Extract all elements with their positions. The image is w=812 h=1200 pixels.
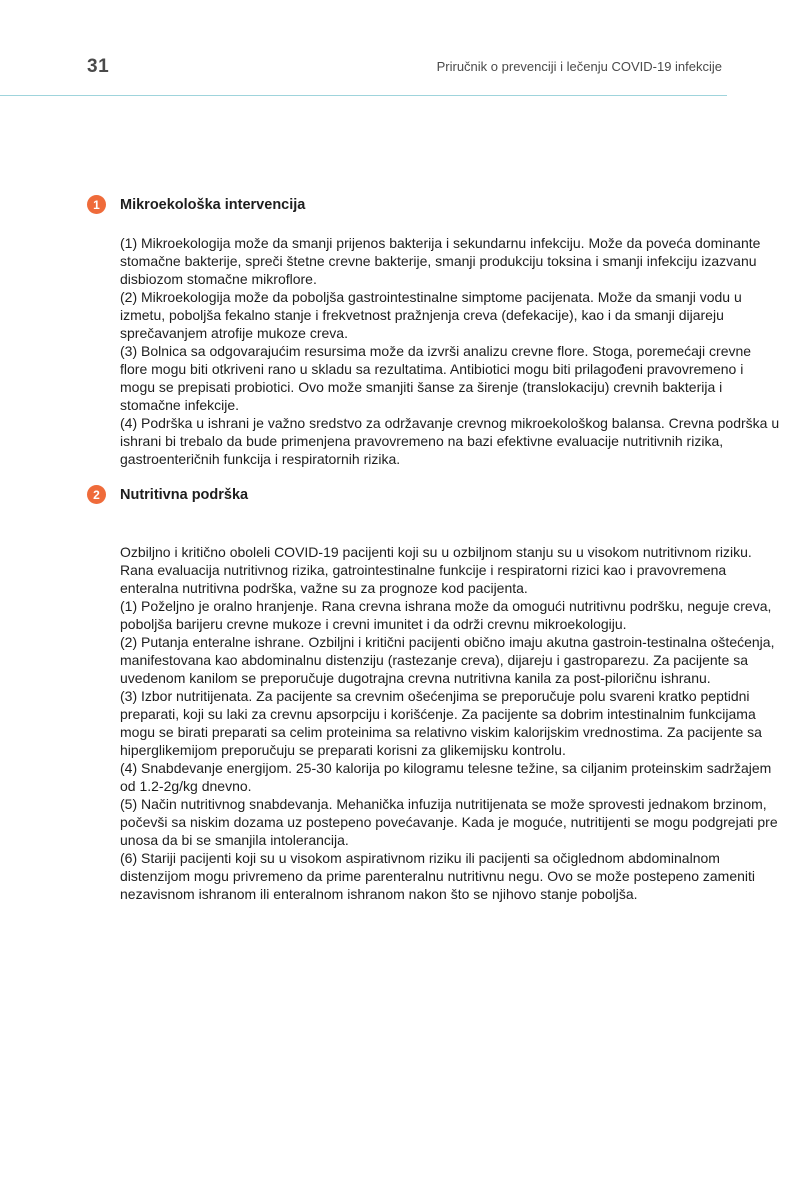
paragraph: (1) Poželjno je oralno hranjenje. Rana crevna ishrana može da omogući nutritivnu podršku, neguje creva, poboljša barijeru crevne mukoze i crevni imunitet i da održi crevnu mikroekologiju. [120,598,772,632]
section-title: Mikroekološka intervencija [120,196,306,213]
paragraph: Ozbiljno i kritično oboleli COVID-19 pacijenti koji su u ozbiljnom stanju su u visokom nutritivnom riziku. Rana evaluacija nutritivnog rizika, gatrointestinalne funkcije i respiratorni rizici kao i pravovremena enteralna nutritivna podrška, važne su za prognoze kod pacijenta. [120,544,752,596]
paragraph: (1) Mikroekologija može da smanji prijenos bakterija i sekundarnu infekciju. Može da poveća dominante stomačne bakterije, spreči štetne crevne bakterije, smanji produkciju toksina i smanji infekciju izazvanu disbiozom stomačne mikroflore. [120,235,761,287]
section-body-mikroekoloska [120,234,780,468]
paragraph: (4) Snabdevanje energijom. 25-30 kalorija po kilogramu telesne težine, sa ciljanim proteinskim sadržajem od 1.2-2g/kg dnevno. [120,760,772,794]
paragraph: (3) Izbor nutritijenata. Za pacijente sa crevnim ošećenjima se preporučuje polu svareni kratko peptidni preparati, koji su laki za crevnu apsorpciju i korišćenje. Za pacijente sa dobrim intestinalnim funkcijama mogu se birati preparati sa celim proteinima sa relativno viskim kalorijskim vrednostima. Za pacijente sa hiperglikemijom preporučuju se preparati korisni za glikemijsku kontrolu. [120,688,762,758]
paragraph: (2) Mikroekologija može da poboljša gastrointestinalne simptome pacijenata. Može da smanji vodu u izmetu, poboljša fekalno stanje i frekvetnost pražnjenja creva (defekacije), kao i da smanji dijareju sprečavanjem atrofije mukoze creva. [120,289,742,341]
paragraph: (2) Putanja enteralne ishrane. Ozbiljni i kritični pacijenti obično imaju akutna gastroin-testinalna oštećenja, manifestovana kao abdominalnu distenziju (rastezanje creva), dijareju i gastroparezu. Za pacijente sa uvedenom kanilom se preporučuje dugotrajna crevna nutritivna kanila za post-piloričnu ishranu. [120,634,775,686]
section-title: Nutritivna podrška [120,486,249,503]
section-body-nutritivna [120,543,780,903]
section-heading-mikroekoloska [87,195,305,214]
running-title: Priručnik o prevenciji i lečenju COVID-19 infekcije [436,59,722,74]
section-number-badge: 1 [87,195,106,214]
section-heading-nutritivna [87,485,248,504]
paragraph: (4) Podrška u ishrani je važno sredstvo za održavanje crevnog mikroekološkog balansa. Crevna podrška u ishrani bi trebalo da bude primenjena pravovremeno na bazi efektivne evaluacije nutritivnih rizika, gastroenteričnih funkcija i respiratornih rizika. [120,415,780,467]
section-number-badge: 2 [87,485,106,504]
header-divider [0,95,727,96]
paragraph: (5) Način nutritivnog snabdevanja. Mehanička infuzija nutritijenata se može sprovesti jednakom brzinom, počevši sa niskim dozama uz postepeno povećavanje. Kada je moguće, nutritijenti se mogu podgrejati pre unosa da bi se smanjila intolerancija. [120,796,778,848]
paragraph: (6) Stariji pacijenti koji su u visokom aspirativnom riziku ili pacijenti sa očiglednom abdominalnom distenzijom mogu privremeno da prime parenteralnu nutritivnu negu. Ovo se može postepeno zameniti nezavisnom ishranom ili enteralnom ishranom nakon što se njihovo stanje poboljša. [120,850,756,902]
paragraph: (3) Bolnica sa odgovarajućim resursima može da izvrši analizu crevne flore. Stoga, poremećaji crevne flore mogu biti otkriveni rano u skladu sa rezultatima. Antibiotici mogu biti prilagođeni pravovremeno i mogu se prepisati probiotici. Ovo može smanjiti šanse za širenje (translokaciju) crevnih bakterija i stomačne infekcije. [120,343,752,413]
page-number: 31 [87,56,110,77]
